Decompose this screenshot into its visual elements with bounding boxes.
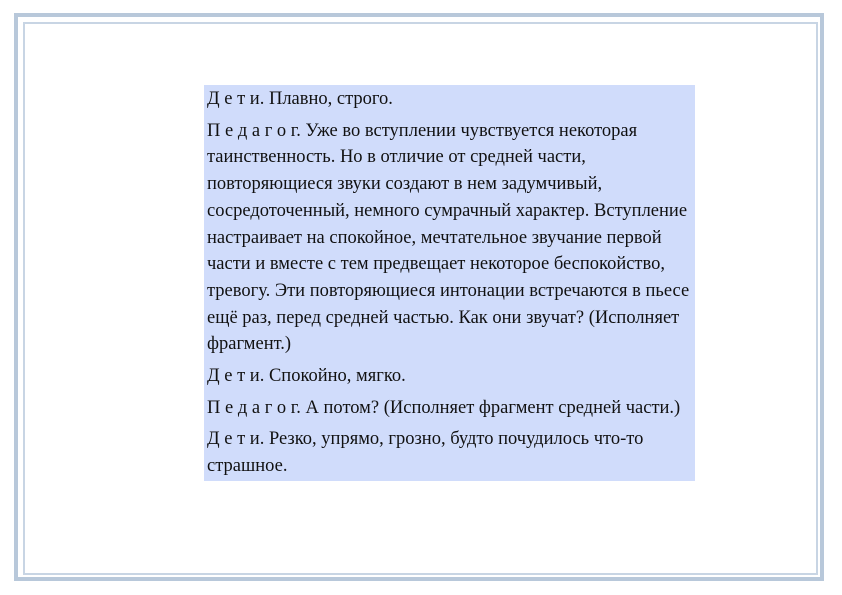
speaker-name: Д е т и <box>207 366 260 387</box>
speaker-name: П е д а г о г <box>207 397 297 418</box>
dialogue-line: Д е т и. Плавно, строго. <box>207 89 393 109</box>
dialogue-text: Плавно, строго. <box>268 89 393 109</box>
dialogue-text: А потом? (Исполняет фрагмент средней части.) <box>305 397 681 418</box>
dialogue-line: Д е т и. Спокойно, мягко. <box>207 366 406 387</box>
speaker-name: Д е т и <box>207 89 260 109</box>
dialogue-text-box <box>204 85 695 481</box>
speaker-name: П е д а г о г <box>207 120 297 141</box>
dialogue-text: Уже во вступлении чувствуется некоторая таинственность. Но в отличие от средней части, повторяющиеся звуки создают в нем задумчивый, сосредоточенный, немного сумрачный характер. Вступление настраивает на спокойное, мечтательное звучание первой части и вместе с тем предвещает некоторое беспокойство, тревогу. Эти повторяющиеся интонации встречаются в пьесе ещё раз, перед средней частью. Как они звучат? (Исполняет фрагмент.) <box>207 120 690 355</box>
speaker-name: Д е т и <box>207 429 260 450</box>
dialogue-line: П е д а г о г. А потом? (Исполняет фрагмент средней части.) <box>207 397 681 418</box>
dialogue-text: Резко, упрямо, грозно, будто почудилось что-то страшное. <box>207 429 644 477</box>
dialogue-text: Спокойно, мягко. <box>268 366 406 387</box>
dialogue-line: П е д а г о г. Уже во вступлении чувствуется некоторая таинственность. Но в отличие от средней части, повторяющиеся звуки создают в нем задумчивый, сосредоточенный, немного сумрачный характер. Вступление настраивает на спокойное, мечтательное звучание первой части и вместе с тем предвещает некоторое беспокойство, тревогу. Эти повторяющиеся интонации встречаются в пьесе ещё раз, перед средней частью. Как они звучат? (Исполняет фрагмент.) <box>207 120 690 355</box>
dialogue-line: Д е т и. Резко, упрямо, грозно, будто почудилось что-то страшное. <box>207 429 644 477</box>
